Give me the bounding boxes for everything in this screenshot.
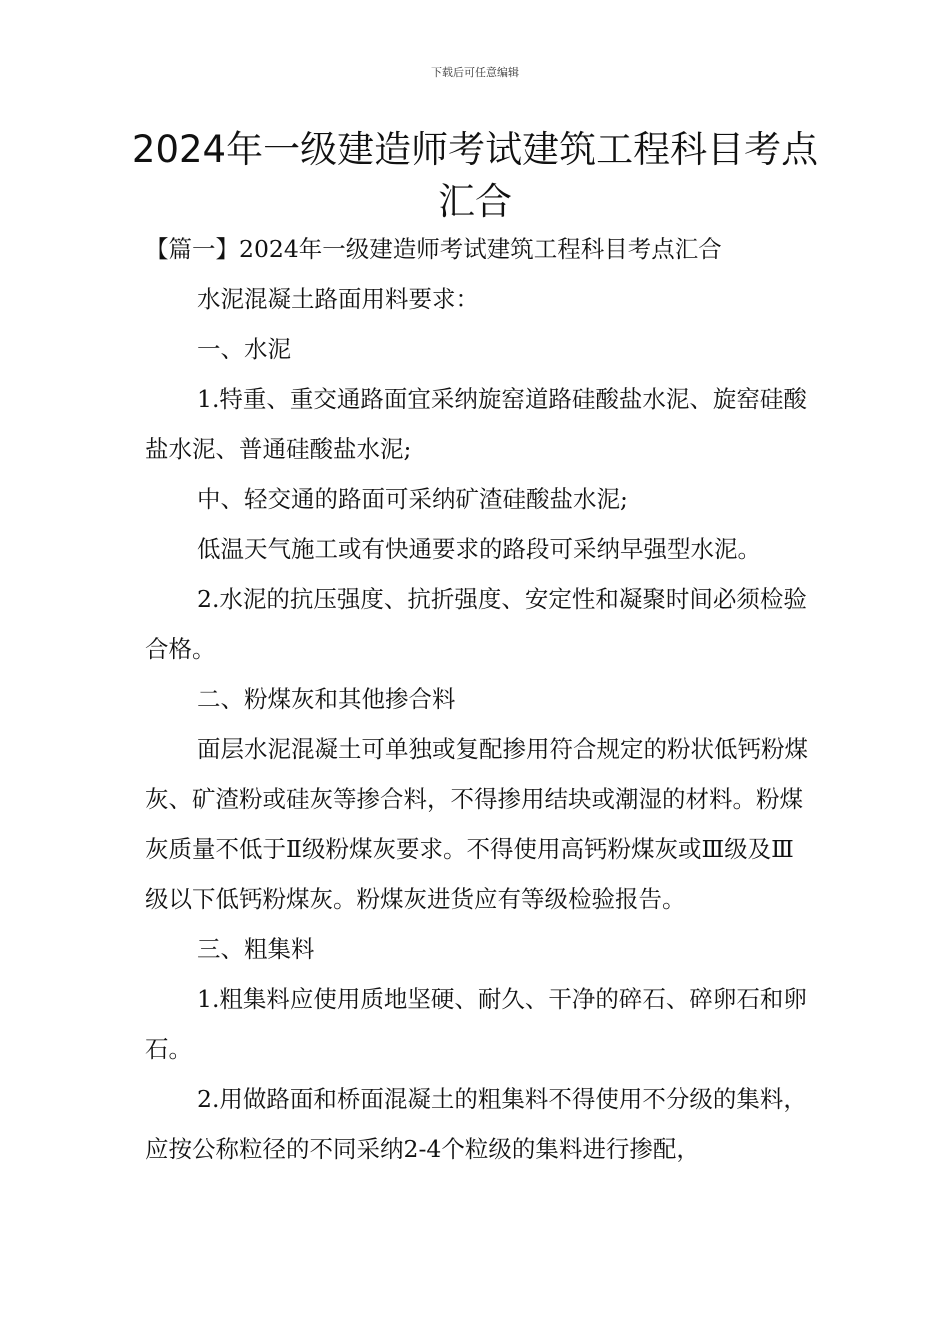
paragraph: 2.用做路面和桥面混凝土的粗集料不得使用不分级的集料，应按公称粒径的不同采纳2-4个粒级的集料进行掺配， bbox=[145, 1085, 807, 1163]
paragraph: 1.特重、重交通路面宜采纳旋窑道路硅酸盐水泥、旋窑硅酸盐水泥、普通硅酸盐水泥; bbox=[145, 385, 807, 463]
section-heading-flyash: 二、粉煤灰和其他掺合料 bbox=[197, 685, 456, 713]
paragraph: 面层水泥混凝土可单独或复配掺用符合规定的粉状低钙粉煤灰、矿渣粉或硅灰等掺合料，不得掺用结块或潮湿的材料。粉煤灰质量不低于Ⅱ级粉煤灰要求。不得使用高钙粉煤灰或Ⅲ级及Ⅲ级以下低钙粉煤灰。粉煤灰进货应有等级检验报告。 bbox=[145, 735, 808, 913]
section-heading-coarse-aggregate: 三、粗集料 bbox=[197, 935, 315, 963]
paragraph: 水泥混凝土路面用料要求： bbox=[197, 285, 479, 313]
paragraph: 中、轻交通的路面可采纳矿渣硅酸盐水泥; bbox=[197, 485, 628, 513]
header-note: 下载后可任意编辑 bbox=[431, 66, 519, 79]
paragraph: 1.粗集料应使用质地坚硬、耐久、干净的碎石、碎卵石和卵石。 bbox=[145, 985, 807, 1063]
paragraph-heading: 【篇一】2024年一级建造师考试建筑工程科目考点汇合 bbox=[145, 235, 722, 263]
paragraph: 2.水泥的抗压强度、抗折强度、安定性和凝聚时间必须检验合格。 bbox=[145, 585, 807, 663]
paragraph: 低温天气施工或有快通要求的路段可采纳早强型水泥。 bbox=[197, 535, 761, 563]
document-body bbox=[145, 224, 817, 1174]
page-title: 2024年一级建造师考试建筑工程科目考点汇合 bbox=[131, 128, 819, 223]
section-heading-cement: 一、水泥 bbox=[197, 335, 291, 363]
